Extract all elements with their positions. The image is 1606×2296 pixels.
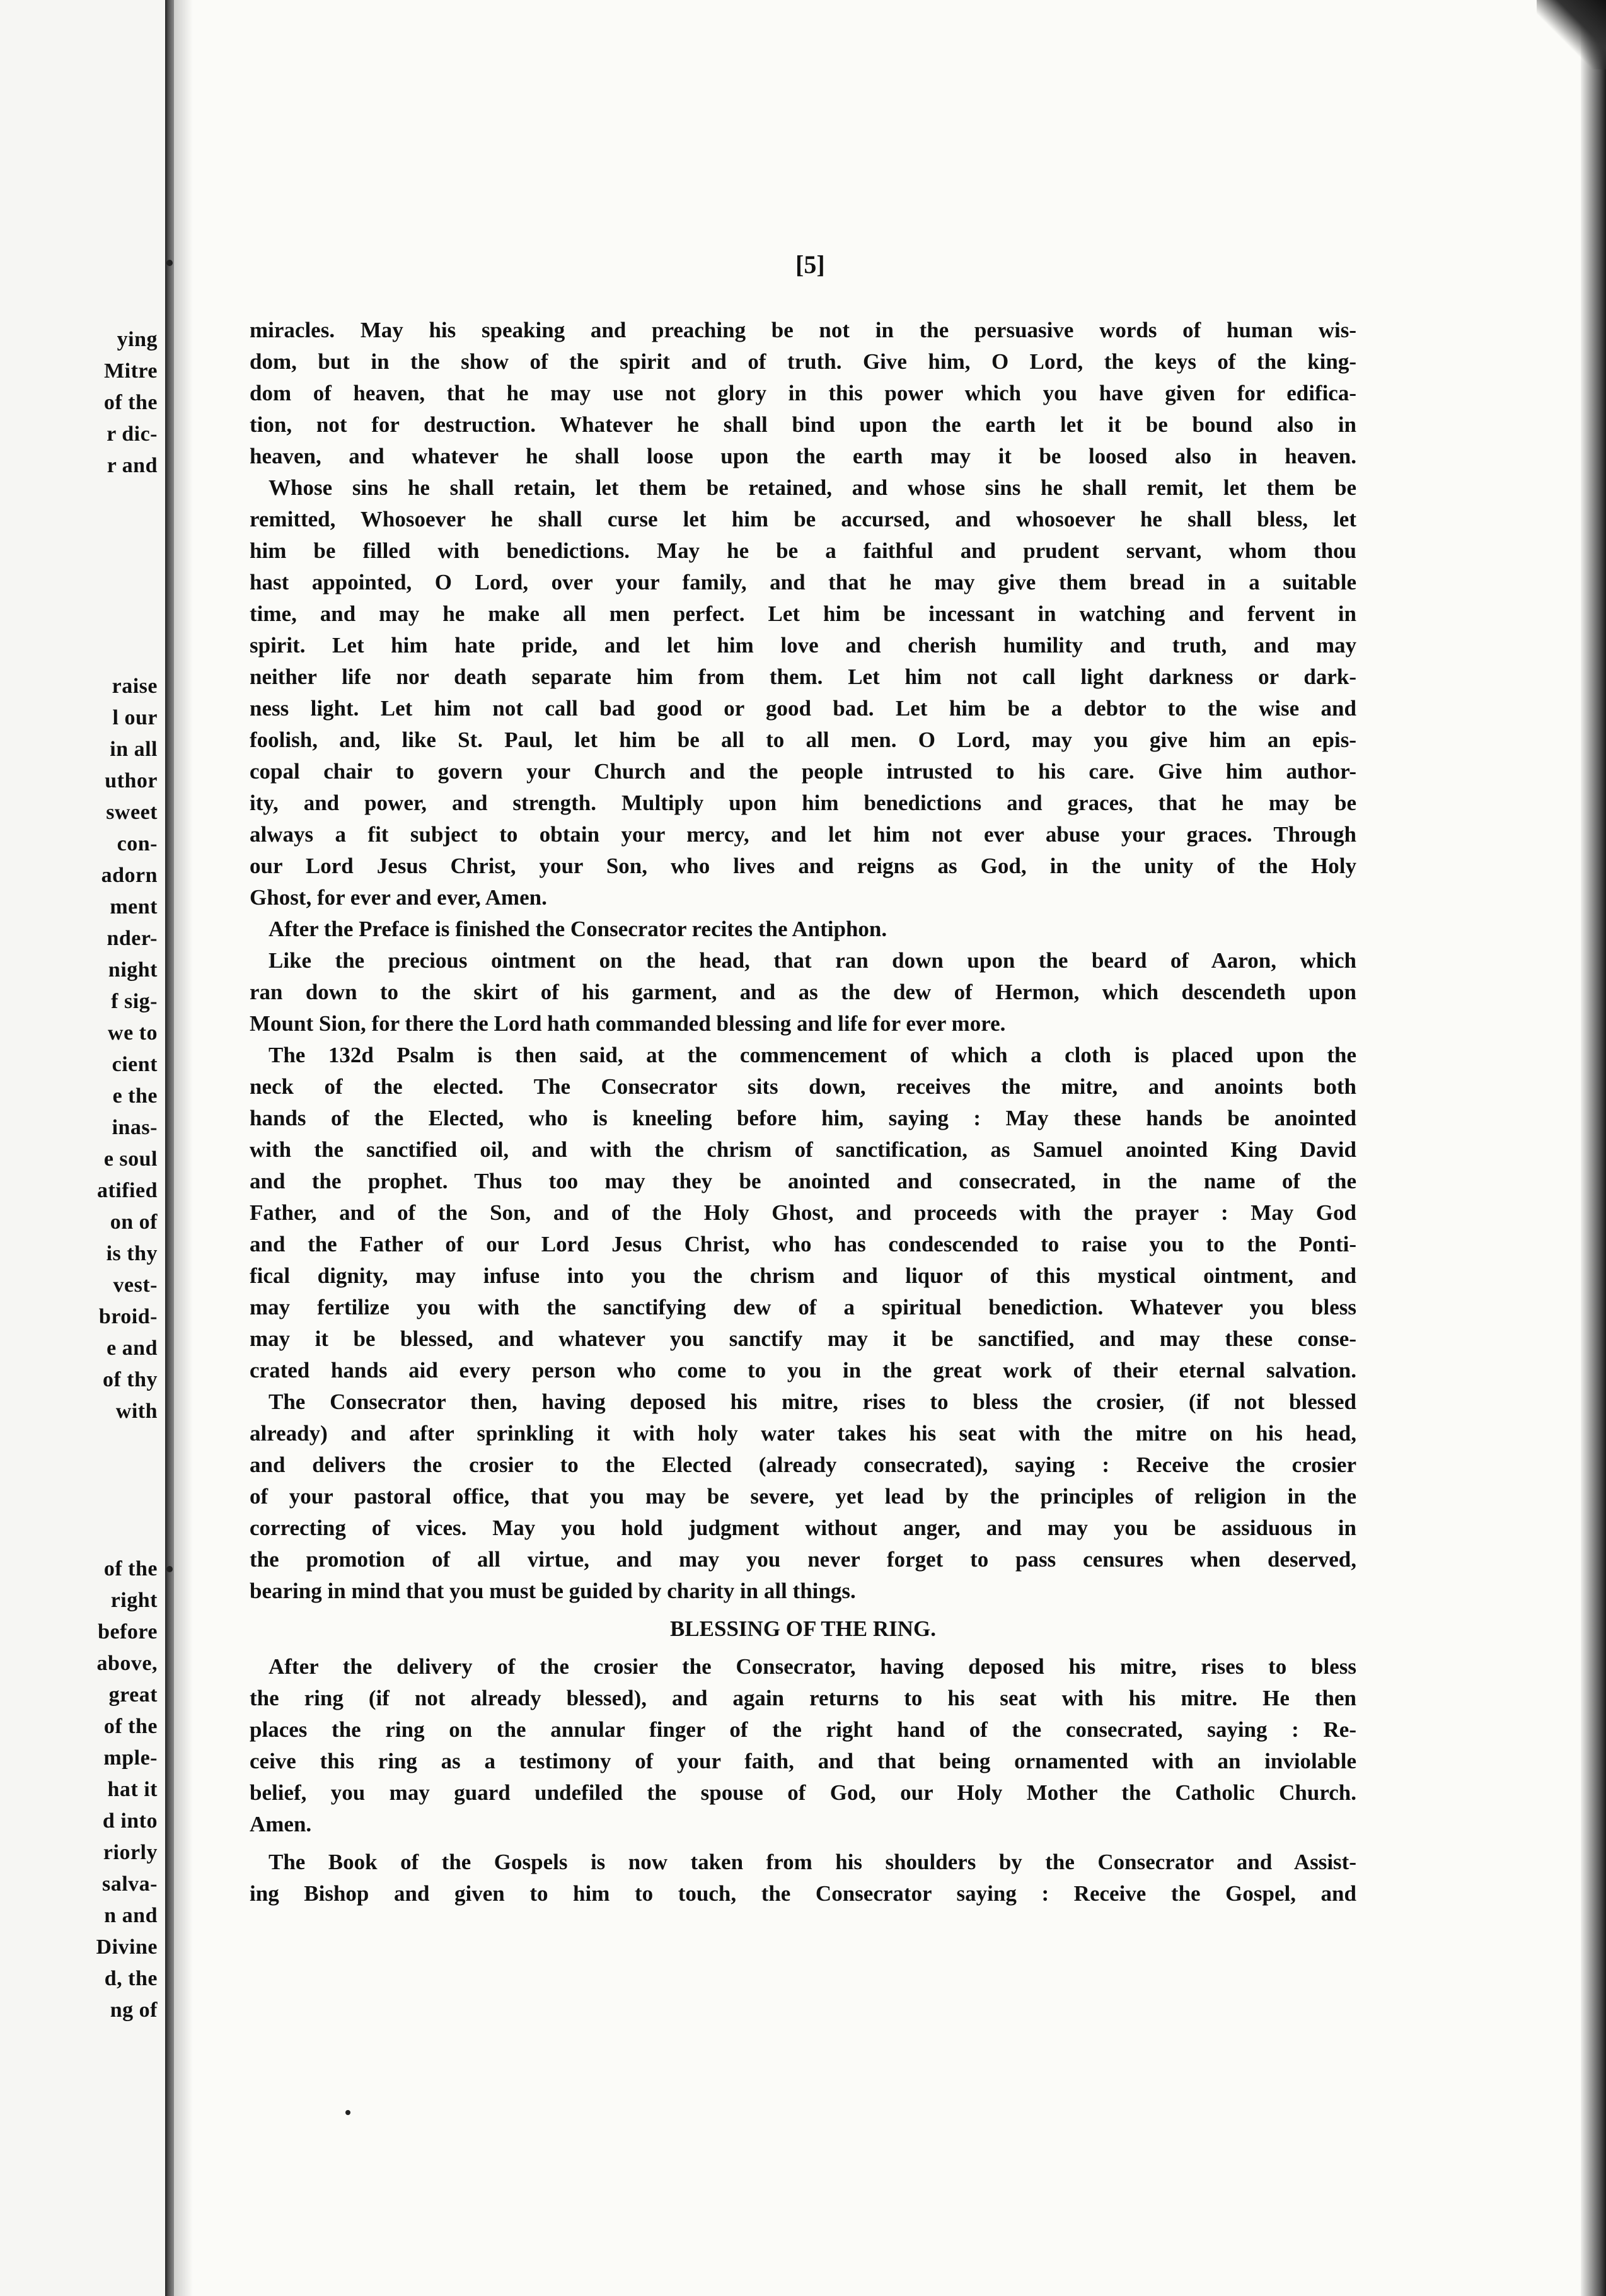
binding-mark <box>166 260 173 266</box>
left-page-fragment: hat it <box>107 1778 158 1801</box>
text-line: ing Bishop and given to him to touch, the Consecrator saying : Receive the Gospel, and <box>250 1881 1356 1906</box>
text-line: After the Preface is finished the Consecrator recites the Antiphon. <box>269 917 887 941</box>
left-page-fragment: before <box>98 1620 158 1644</box>
left-page-fragment: atified <box>96 1179 158 1202</box>
text-line: The Book of the Gospels is now taken from his shoulders by the Consecrator and Assist- <box>269 1850 1356 1874</box>
text-line: neck of the elected. The Consecrator sits down, receives the mitre, and anoints both <box>250 1074 1356 1099</box>
right-page-edge <box>1581 0 1606 2296</box>
left-page-fragment: we to <box>108 1021 158 1045</box>
text-line: hands of the Elected, who is kneeling before him, saying : May these hands be anointed <box>250 1106 1356 1130</box>
left-page-fragment: ying <box>117 328 158 351</box>
left-page-fragment: of thy <box>102 1368 158 1391</box>
left-page-fragment: sweet <box>106 801 158 824</box>
text-line: miracles. May his speaking and preaching be not in the persuasive words of human wis- <box>250 318 1356 342</box>
text-line: dom of heaven, that he may use not glory in this power which you have given for edifica- <box>250 381 1356 405</box>
text-line: After the delivery of the crosier the Consecrator, having deposed his mitre, rises to bless <box>269 1654 1356 1679</box>
left-page-fragment: above, <box>96 1652 158 1675</box>
book-gutter <box>165 0 174 2296</box>
text-line: fical dignity, may infuse into you the chrism and liquor of this mystical ointment, and <box>250 1263 1356 1288</box>
text-line: may it be blessed, and whatever you sanctify may it be sanctified, and may these conse- <box>250 1326 1356 1351</box>
left-page-fragment: e soul <box>103 1147 158 1171</box>
text-line: already) and after sprinkling it with holy water takes his seat with the mitre on his head, <box>250 1421 1356 1446</box>
text-line: tion, not for destruction. Whatever he shall bind upon the earth let it be bound also in <box>250 412 1356 437</box>
left-page-fragment: of the <box>103 1715 158 1738</box>
left-page-fragment: n and <box>104 1904 158 1927</box>
left-page-fragment: con- <box>117 832 158 855</box>
speck-mark <box>345 2110 350 2115</box>
text-line: belief, you may guard undefiled the spouse of God, our Holy Mother the Catholic Church. <box>250 1780 1356 1805</box>
text-line: ity, and power, and strength. Multiply upon him benedictions and graces, that he may be <box>250 791 1356 815</box>
text-line: bearing in mind that you must be guided by charity in all things. <box>250 1579 856 1603</box>
text-line: foolish, and, like St. Paul, let him be all to all men. O Lord, may you give him an epis- <box>250 728 1356 752</box>
left-page-fragment: on of <box>110 1210 158 1234</box>
left-page-fragment: salva- <box>102 1872 158 1896</box>
text-line: spirit. Let him hate pride, and let him love and cherish humility and truth, and may <box>250 633 1356 658</box>
gutter-shadow <box>174 0 193 2296</box>
text-line: of your pastoral office, that you may be severe, yet lead by the principles of religion in the <box>250 1484 1356 1509</box>
text-line: dom, but in the show of the spirit and of truth. Give him, O Lord, the keys of the king- <box>250 349 1356 374</box>
text-line: heaven, and whatever he shall loose upon the earth may it be loosed also in heaven. <box>250 444 1356 468</box>
text-line: crated hands aid every person who come to you in the great work of their eternal salvation. <box>250 1358 1356 1383</box>
text-line: The Consecrator then, having deposed his mitre, rises to bless the crosier, (if not blessed <box>269 1389 1356 1414</box>
left-page-fragment: r dic- <box>107 422 158 446</box>
text-line: Whose sins he shall retain, let them be retained, and whose sins he shall remit, let them be <box>269 475 1356 500</box>
text-line: Father, and of the Son, and of the Holy Ghost, and proceeds with the prayer : May God <box>250 1200 1356 1225</box>
text-line: our Lord Jesus Christ, your Son, who lives and reigns as God, in the unity of the Holy <box>250 854 1356 878</box>
left-page-fragment: vest- <box>113 1273 158 1297</box>
left-page-fragment: ng of <box>110 1998 158 2022</box>
left-page-fragment: cient <box>112 1053 158 1076</box>
text-line: ran down to the skirt of his garment, and as the dew of Hermon, which descendeth upon <box>250 980 1356 1004</box>
left-page-fragment: r and <box>107 454 158 477</box>
left-page-fragment: adorn <box>101 864 158 887</box>
left-page-fragment: nder- <box>107 927 158 950</box>
text-line: neither life nor death separate him from them. Let him not call light darkness or dark- <box>250 664 1356 689</box>
left-page-fragment: in all <box>110 738 158 761</box>
binding-mark <box>166 1566 173 1572</box>
left-page-fragment: right <box>110 1589 158 1612</box>
left-page-fragment: riorly <box>103 1841 158 1864</box>
left-page-fragment: f sig- <box>111 990 158 1013</box>
text-line: Ghost, for ever and ever, Amen. <box>250 885 547 910</box>
left-page-fragment: d into <box>102 1809 158 1833</box>
text-line: hast appointed, O Lord, over your family, and that he may give them bread in a suitable <box>250 570 1356 594</box>
text-line: remitted, Whosoever he shall curse let him be accursed, and whosoever he shall bless, let <box>250 507 1356 531</box>
text-line: him be filled with benedictions. May he be a faithful and prudent servant, whom thou <box>250 538 1356 563</box>
text-line: The 132d Psalm is then said, at the commencement of which a cloth is placed upon the <box>269 1043 1356 1067</box>
left-page-fragment: with <box>115 1400 158 1423</box>
left-page-fragment: e the <box>112 1084 158 1108</box>
text-line: copal chair to govern your Church and the people intrusted to his care. Give him author- <box>250 759 1356 784</box>
text-line: Amen. <box>250 1812 312 1836</box>
left-page-fragment: raise <box>112 675 158 698</box>
left-page-fragment: d, the <box>104 1967 158 1990</box>
text-line: correcting of vices. May you hold judgment without anger, and may you be assiduous in <box>250 1516 1356 1540</box>
text-line: the ring (if not already blessed), and again returns to his seat with his mitre. He then <box>250 1686 1356 1710</box>
left-page-fragment: mple- <box>103 1746 158 1770</box>
text-line: time, and may he make all men perfect. Let him be incessant in watching and fervent in <box>250 601 1356 626</box>
left-page-fragment: e and <box>107 1336 158 1360</box>
text-line: with the sanctified oil, and with the chrism of sanctification, as Samuel anointed King David <box>250 1137 1356 1162</box>
text-line: ceive this ring as a testimony of your faith, and that being ornamented with an inviolable <box>250 1749 1356 1773</box>
left-page-fragment: ment <box>110 895 158 919</box>
left-page-fragment: inas- <box>112 1116 158 1139</box>
text-line: may fertilize you with the sanctifying dew of a spiritual benediction. Whatever you bless <box>250 1295 1356 1319</box>
text-line: and the prophet. Thus too may they be anointed and consecrated, in the name of the <box>250 1169 1356 1193</box>
text-line: and delivers the crosier to the Elected (already consecrated), saying : Receive the crosier <box>250 1452 1356 1477</box>
left-page-fragment: Mitre <box>104 359 158 383</box>
left-page-fragment: l our <box>112 706 158 729</box>
left-page-fragment: Divine <box>96 1935 158 1959</box>
text-line: always a fit subject to obtain your mercy, and let him not ever abuse your graces. Through <box>250 822 1356 847</box>
section-heading: BLESSING OF THE RING. <box>669 1616 937 1641</box>
left-page-fragment: great <box>108 1683 158 1707</box>
left-page-fragment: broid- <box>98 1305 158 1328</box>
text-line: and the Father of our Lord Jesus Christ, who has condescended to raise you to the Ponti- <box>250 1232 1356 1256</box>
text-line: ness light. Let him not call bad good or good bad. Let him be a debtor to the wise and <box>250 696 1356 721</box>
page-number: [5] <box>795 250 825 279</box>
page-corner-shadow <box>1537 0 1606 69</box>
left-page-fragment: of the <box>103 391 158 414</box>
left-page-fragment: of the <box>103 1557 158 1580</box>
text-line: the promotion of all virtue, and may you never forget to pass censures when deserved, <box>250 1547 1356 1572</box>
left-page-fragment: night <box>108 958 158 982</box>
text-line: Mount Sion, for there the Lord hath commanded blessing and life for ever more. <box>250 1011 1006 1036</box>
text-line: Like the precious ointment on the head, that ran down upon the beard of Aaron, which <box>269 948 1356 973</box>
left-page-fragment: is thy <box>106 1242 158 1265</box>
text-line: places the ring on the annular finger of the right hand of the consecrated, saying : Re- <box>250 1717 1356 1742</box>
left-page-fragment: uthor <box>105 769 158 792</box>
